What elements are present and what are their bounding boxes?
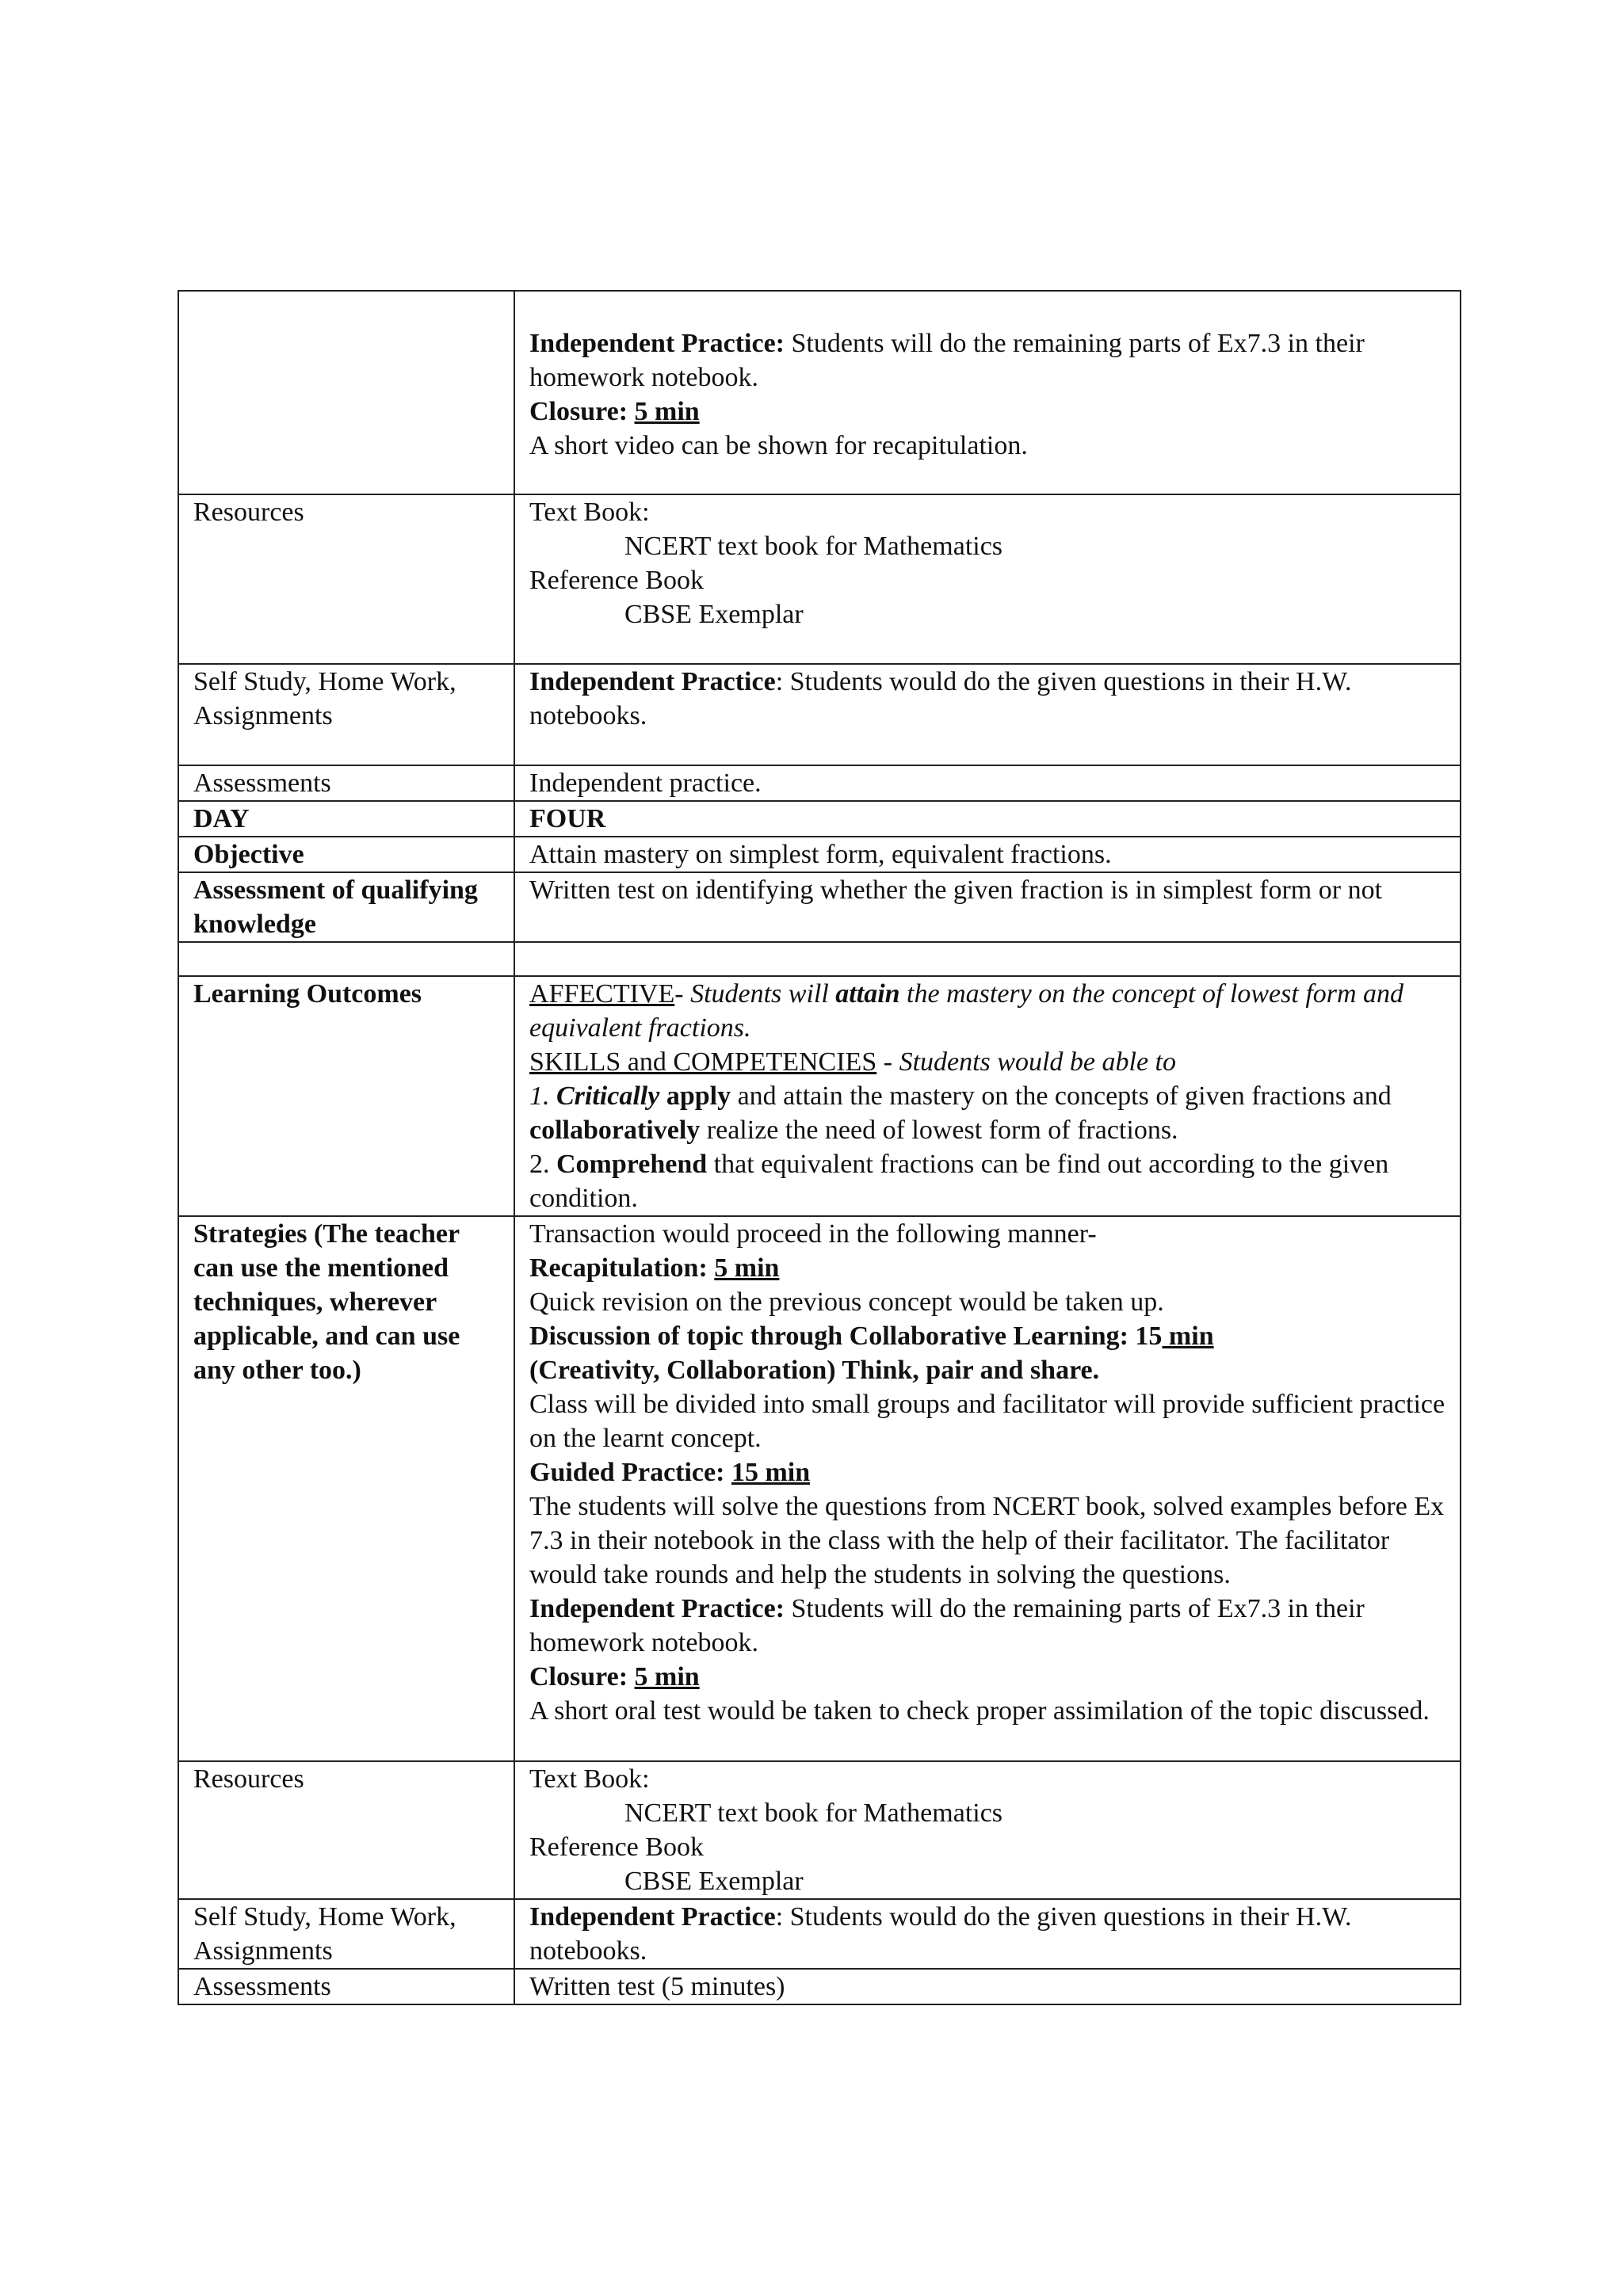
independent-practice-text: : Students would do the given questions in their H.W. notebooks.: [529, 1902, 1352, 1966]
table-row: [178, 1761, 1461, 1899]
point-2-bold: Comprehend: [556, 1150, 708, 1179]
closure-text: A short oral test would be taken to check proper assimilation of the topic discussed.: [529, 1696, 1430, 1726]
label-cell: Self Study, Home Work, Assignments: [178, 1899, 514, 1969]
label-cell: Resources: [178, 494, 514, 664]
point-1-text-cont: realize the need of lowest form of fractions.: [700, 1116, 1178, 1145]
label-cell: Assessments: [178, 765, 514, 801]
skills-dash: -: [876, 1047, 899, 1077]
content-cell: [514, 291, 1461, 494]
content-cell: Written test (5 minutes): [514, 1969, 1461, 2004]
closure-time: 5 min: [634, 1662, 700, 1691]
affective-emphasis: attain: [835, 979, 900, 1009]
reference-label: Reference Book: [529, 566, 704, 595]
label-cell: Learning Outcomes: [178, 976, 514, 1216]
closure-label: Closure:: [529, 1662, 628, 1691]
label-cell: Strategies (The teacher can use the mentioned techniques, wherever applicable, and can use any other too.): [178, 1216, 514, 1761]
table-row: [178, 291, 1461, 494]
recap-text: Quick revision on the previous concept would be taken up.: [529, 1287, 1164, 1317]
content-cell: Written test on identifying whether the given fraction is in simplest form or not: [514, 872, 1461, 942]
table-row: [178, 494, 1461, 664]
independent-practice-label: Independent Practice: [529, 667, 776, 696]
label-cell: DAY: [178, 801, 514, 837]
table-row: [178, 872, 1461, 942]
content-cell: [514, 976, 1461, 1216]
table-row: [178, 1899, 1461, 1969]
table-row: [178, 837, 1461, 872]
table-row: [178, 942, 1461, 976]
point-2-number: 2.: [529, 1150, 556, 1179]
independent-practice-text: : Students would do the given questions in their H.W. notebooks.: [529, 667, 1352, 730]
point-1-number: 1.: [529, 1081, 556, 1111]
content-cell: [514, 494, 1461, 664]
reference-label: Reference Book: [529, 1833, 704, 1862]
table-row: [178, 976, 1461, 1216]
skills-text: Students would be able to: [899, 1047, 1176, 1077]
guided-time: 15 min: [731, 1458, 811, 1487]
textbook-value: NCERT text book for Mathematics: [624, 1798, 1003, 1828]
strategies-intro: Transaction would proceed in the following manner-: [529, 1219, 1097, 1249]
label-cell: [178, 291, 514, 494]
reference-value: CBSE Exemplar: [624, 600, 804, 629]
content-cell: [514, 1761, 1461, 1899]
table-row: [178, 765, 1461, 801]
content-cell: Independent practice.: [514, 765, 1461, 801]
lesson-plan-table: [178, 290, 1461, 2005]
guided-text: The students will solve the questions from NCERT book, solved examples before Ex 7.3 in their notebook in the class with the help of their facilitator. The facilitator would take rounds and help the students in solving the questions.: [529, 1492, 1445, 1589]
content-cell: [514, 942, 1461, 976]
textbook-label: Text Book:: [529, 1764, 650, 1794]
guided-label: Guided Practice:: [529, 1458, 725, 1487]
discussion-time: min: [1162, 1322, 1214, 1351]
closure-text: A short video can be shown for recapitulation.: [529, 431, 1028, 460]
label-cell: [178, 942, 514, 976]
point-1-emphasis: Critically: [556, 1081, 660, 1111]
recap-time: 5 min: [714, 1253, 780, 1283]
label-cell: Objective: [178, 837, 514, 872]
table-row: [178, 1969, 1461, 2004]
label-cell: Resources: [178, 1761, 514, 1899]
point-2-text: that equivalent fractions can be find out according to the given condition.: [529, 1150, 1389, 1213]
discussion-text: Class will be divided into small groups and facilitator will provide sufficient practice on the learnt concept.: [529, 1390, 1445, 1453]
skills-heading: SKILLS and COMPETENCIES: [529, 1047, 877, 1077]
independent-practice-text: Students will do the remaining parts of Ex7.3 in their homework notebook.: [529, 329, 1365, 392]
label-cell: Assessment of qualifying knowledge: [178, 872, 514, 942]
independent-practice-label: Independent Practice:: [529, 1594, 785, 1623]
reference-value: CBSE Exemplar: [624, 1867, 804, 1896]
independent-practice-text: Students will do the remaining parts of Ex7.3 in their homework notebook.: [529, 1594, 1365, 1657]
label-cell: Self Study, Home Work, Assignments: [178, 664, 514, 765]
closure-label: Closure:: [529, 397, 628, 426]
content-cell: [514, 1216, 1461, 1761]
closure-time: 5 min: [634, 397, 700, 426]
independent-practice-label: Independent Practice: [529, 1902, 776, 1932]
recap-label: Recapitulation:: [529, 1253, 708, 1283]
textbook-value: NCERT text book for Mathematics: [624, 532, 1003, 561]
affective-dash: -: [674, 979, 691, 1009]
affective-heading: AFFECTIVE: [529, 979, 675, 1009]
content-cell: Attain mastery on simplest form, equivalent fractions.: [514, 837, 1461, 872]
affective-text-cont: the mastery on the concept of lowest form and equivalent fractions.: [529, 979, 1404, 1043]
point-1-verb: apply: [659, 1081, 731, 1111]
discussion-subheading: (Creativity, Collaboration) Think, pair and share.: [529, 1356, 1100, 1385]
content-cell: [514, 1899, 1461, 1969]
discussion-label: Discussion of topic through Collaborative Learning: 15: [529, 1322, 1163, 1351]
table-row: [178, 801, 1461, 837]
content-cell: FOUR: [514, 801, 1461, 837]
textbook-label: Text Book:: [529, 498, 650, 527]
lesson-plan-table-wrapper: [178, 290, 1461, 2005]
label-cell: Assessments: [178, 1969, 514, 2004]
affective-text: Students will: [690, 979, 836, 1009]
content-cell: [514, 664, 1461, 765]
point-1-bold: collaboratively: [529, 1116, 701, 1145]
independent-practice-label: Independent Practice:: [529, 329, 785, 358]
point-1-text: and attain the mastery on the concepts of given fractions and: [731, 1081, 1392, 1111]
table-row: [178, 664, 1461, 765]
table-row: [178, 1216, 1461, 1761]
